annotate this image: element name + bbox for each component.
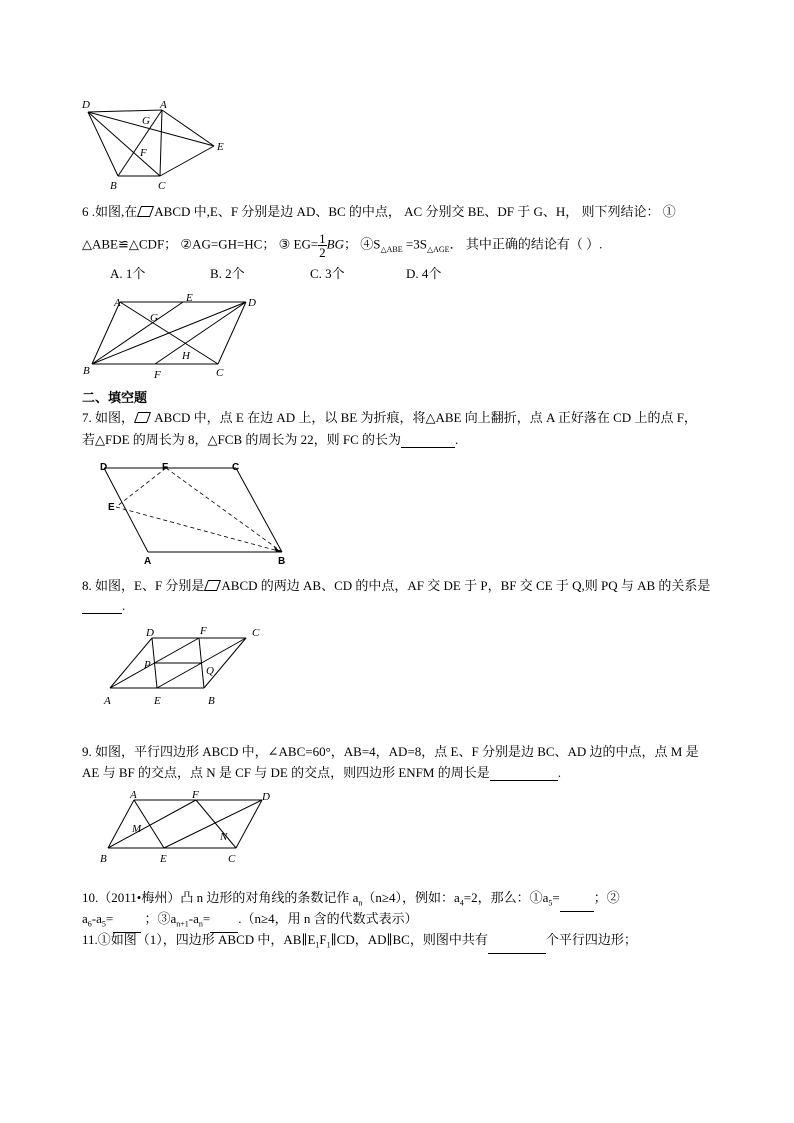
label-B: B bbox=[100, 853, 107, 865]
q6-text: ． 其中正确的结论有（ ）. bbox=[449, 236, 603, 252]
label-G: G bbox=[150, 312, 158, 324]
q10-text: = bbox=[202, 911, 211, 926]
q11-text: ∥CD，AD∥BC，则图中共有 bbox=[330, 932, 488, 947]
answer-blank[interactable] bbox=[560, 899, 594, 912]
q7-text: 若△FDE 的周长为 8，△FCB 的周长为 22，则 FC 的长为 bbox=[82, 432, 402, 447]
option-b: B. 2个 bbox=[210, 266, 245, 281]
q10-text: （n≥4），例如：a bbox=[362, 890, 460, 905]
label-A: A bbox=[130, 789, 137, 801]
answer-blank[interactable] bbox=[113, 920, 141, 933]
option-c: C. 3个 bbox=[310, 266, 345, 281]
label-F: F bbox=[192, 789, 199, 801]
q6-line1 bbox=[82, 204, 676, 220]
answer-blank[interactable] bbox=[82, 601, 122, 614]
q11-text: 11.①如图（1），四边形 ABCD 中，AB∥E bbox=[82, 932, 316, 947]
q10-text: a bbox=[82, 911, 88, 926]
label-D: D bbox=[262, 791, 270, 803]
fraction-numerator: 1 bbox=[319, 231, 326, 246]
label-E: E bbox=[160, 853, 167, 865]
label-D: D bbox=[82, 99, 90, 111]
q6-text: ； ④S bbox=[344, 236, 381, 252]
label-B: B bbox=[208, 695, 215, 707]
label-E: E bbox=[217, 141, 224, 153]
label-A: A bbox=[104, 695, 111, 707]
q7-line2 bbox=[82, 432, 458, 448]
q10-line1 bbox=[82, 890, 620, 912]
q8-line1 bbox=[82, 578, 710, 594]
q7-line1 bbox=[82, 410, 697, 426]
label-Q: Q bbox=[206, 665, 214, 677]
q6-text: ABCD 中,E、F 分别是边 AD、BC 的中点， AC 分别交 BE、DF 于 G、H， 则下列结论： ① bbox=[154, 204, 676, 219]
q6-text: =3S bbox=[402, 236, 427, 252]
geometry-diagram-q8 bbox=[100, 624, 280, 714]
q9-line2 bbox=[82, 765, 561, 781]
q8-line2 bbox=[82, 598, 125, 614]
label-E: E bbox=[154, 695, 161, 707]
label-M: M bbox=[132, 823, 142, 835]
label-D: D bbox=[100, 462, 108, 473]
answer-blank[interactable] bbox=[210, 920, 238, 933]
subscript: 5 bbox=[548, 898, 553, 908]
q6-text: BG bbox=[326, 236, 345, 252]
q10-text: -a bbox=[91, 911, 102, 926]
q9-line1: 9. 如图，平行四边形 ABCD 中，∠ABC=60°，AB=4，AD=8，点 E、F 分别是边 BC、AD 边的中点，点 M 是 bbox=[82, 744, 699, 759]
label-C: C bbox=[216, 367, 224, 379]
option-a: A. 1个 bbox=[110, 266, 146, 281]
label-D: D bbox=[146, 627, 154, 639]
option-d: D. 4个 bbox=[406, 266, 442, 281]
q6-text: △ABE≌△CDF； ②AG=GH=HC； ③ EG= bbox=[82, 236, 319, 252]
subscript: △ABE bbox=[380, 245, 403, 255]
label-B: B bbox=[83, 365, 90, 377]
subscript: n bbox=[358, 898, 363, 908]
figure-q8 bbox=[100, 624, 280, 714]
label-D: D bbox=[248, 297, 256, 309]
subscript: n bbox=[198, 919, 203, 929]
subscript: 1 bbox=[326, 940, 331, 950]
answer-blank[interactable] bbox=[488, 941, 546, 954]
figure-q7 bbox=[96, 460, 296, 570]
q6-options bbox=[110, 266, 441, 282]
q11-text: 个平行四边形； bbox=[545, 932, 637, 947]
label-P: P bbox=[144, 659, 151, 671]
q10-text: -a bbox=[188, 911, 199, 926]
parallelogram-icon bbox=[204, 580, 221, 591]
q10-text: .（n≥4，用 n 含的代数式表示） bbox=[238, 911, 418, 926]
answer-blank[interactable] bbox=[490, 768, 558, 781]
q6-line2 bbox=[82, 232, 602, 259]
q10-line2 bbox=[82, 911, 418, 933]
q8-text: 8. 如图，E、F 分别是 bbox=[82, 578, 205, 593]
figure-q9 bbox=[96, 788, 286, 868]
parallelogram-icon bbox=[137, 206, 154, 217]
label-F: F bbox=[140, 147, 147, 159]
q6-text: 6 .如图,在 bbox=[82, 204, 138, 219]
q10-text: =2，那么：①a bbox=[463, 890, 549, 905]
q7-text: 7. 如图， bbox=[82, 410, 135, 425]
q10-text: = bbox=[105, 911, 114, 926]
label-F: F bbox=[154, 369, 161, 381]
label-B: B bbox=[278, 556, 286, 567]
q10-text: 10.（2011•梅州）凸 n 边形的对角线的条数记作 a bbox=[82, 890, 359, 905]
label-A: A bbox=[114, 297, 121, 309]
q8-text: ABCD 的两边 AB、CD 的中点，AF 交 DE 于 P，BF 交 CE 于 Q,则 PQ 与 AB 的关系是 bbox=[221, 578, 711, 593]
geometry-diagram-q6 bbox=[80, 292, 270, 382]
label-N: N bbox=[220, 831, 228, 843]
q8-text: . bbox=[122, 598, 126, 613]
label-H: H bbox=[182, 350, 190, 362]
section-title: 二、填空题 bbox=[82, 390, 148, 405]
subscript: 6 bbox=[87, 919, 92, 929]
geometry-diagram-q5 bbox=[80, 96, 240, 196]
label-B: B bbox=[110, 180, 117, 192]
answer-blank[interactable] bbox=[401, 435, 455, 448]
q10-text: ；② bbox=[593, 890, 620, 905]
q10-text: ；③a bbox=[141, 911, 177, 926]
figure-q5 bbox=[80, 96, 240, 196]
q7-text: . bbox=[455, 432, 459, 447]
label-A: A bbox=[144, 556, 152, 567]
label-G: G bbox=[142, 115, 150, 127]
q9-text: AE 与 BF 的交点，点 N 是 CF 与 DE 的交点，则四边形 ENFM 的周长是 bbox=[82, 765, 490, 780]
label-F: F bbox=[200, 625, 207, 637]
q11-line1 bbox=[82, 932, 637, 954]
parallelogram-icon bbox=[134, 412, 151, 423]
geometry-diagram-q9 bbox=[96, 788, 286, 868]
label-F: F bbox=[162, 462, 169, 473]
geometry-diagram-q7 bbox=[96, 460, 296, 570]
subscript: n+1 bbox=[176, 919, 189, 929]
label-C: C bbox=[252, 627, 260, 639]
label-E: E bbox=[108, 502, 115, 513]
q9-text: . bbox=[557, 765, 561, 780]
q7-text: ABCD 中，点 E 在边 AD 上，以 BE 为折痕，将△ABE 向上翻折，点 A 正好落在 CD 上的点 F， bbox=[151, 410, 697, 425]
q10-text: = bbox=[552, 890, 560, 905]
q11-text: F bbox=[319, 932, 327, 947]
figure-q6 bbox=[80, 292, 270, 382]
subscript: 5 bbox=[101, 919, 106, 929]
label-C: C bbox=[228, 853, 236, 865]
subscript: △AGE bbox=[426, 245, 450, 255]
subscript: 4 bbox=[459, 898, 464, 908]
subscript: 1 bbox=[315, 940, 320, 950]
fraction-denominator: 2 bbox=[319, 245, 326, 260]
fraction bbox=[318, 232, 327, 259]
label-A: A bbox=[160, 99, 167, 111]
label-C: C bbox=[232, 462, 240, 473]
label-C: C bbox=[158, 180, 166, 192]
label-E: E bbox=[186, 292, 193, 304]
